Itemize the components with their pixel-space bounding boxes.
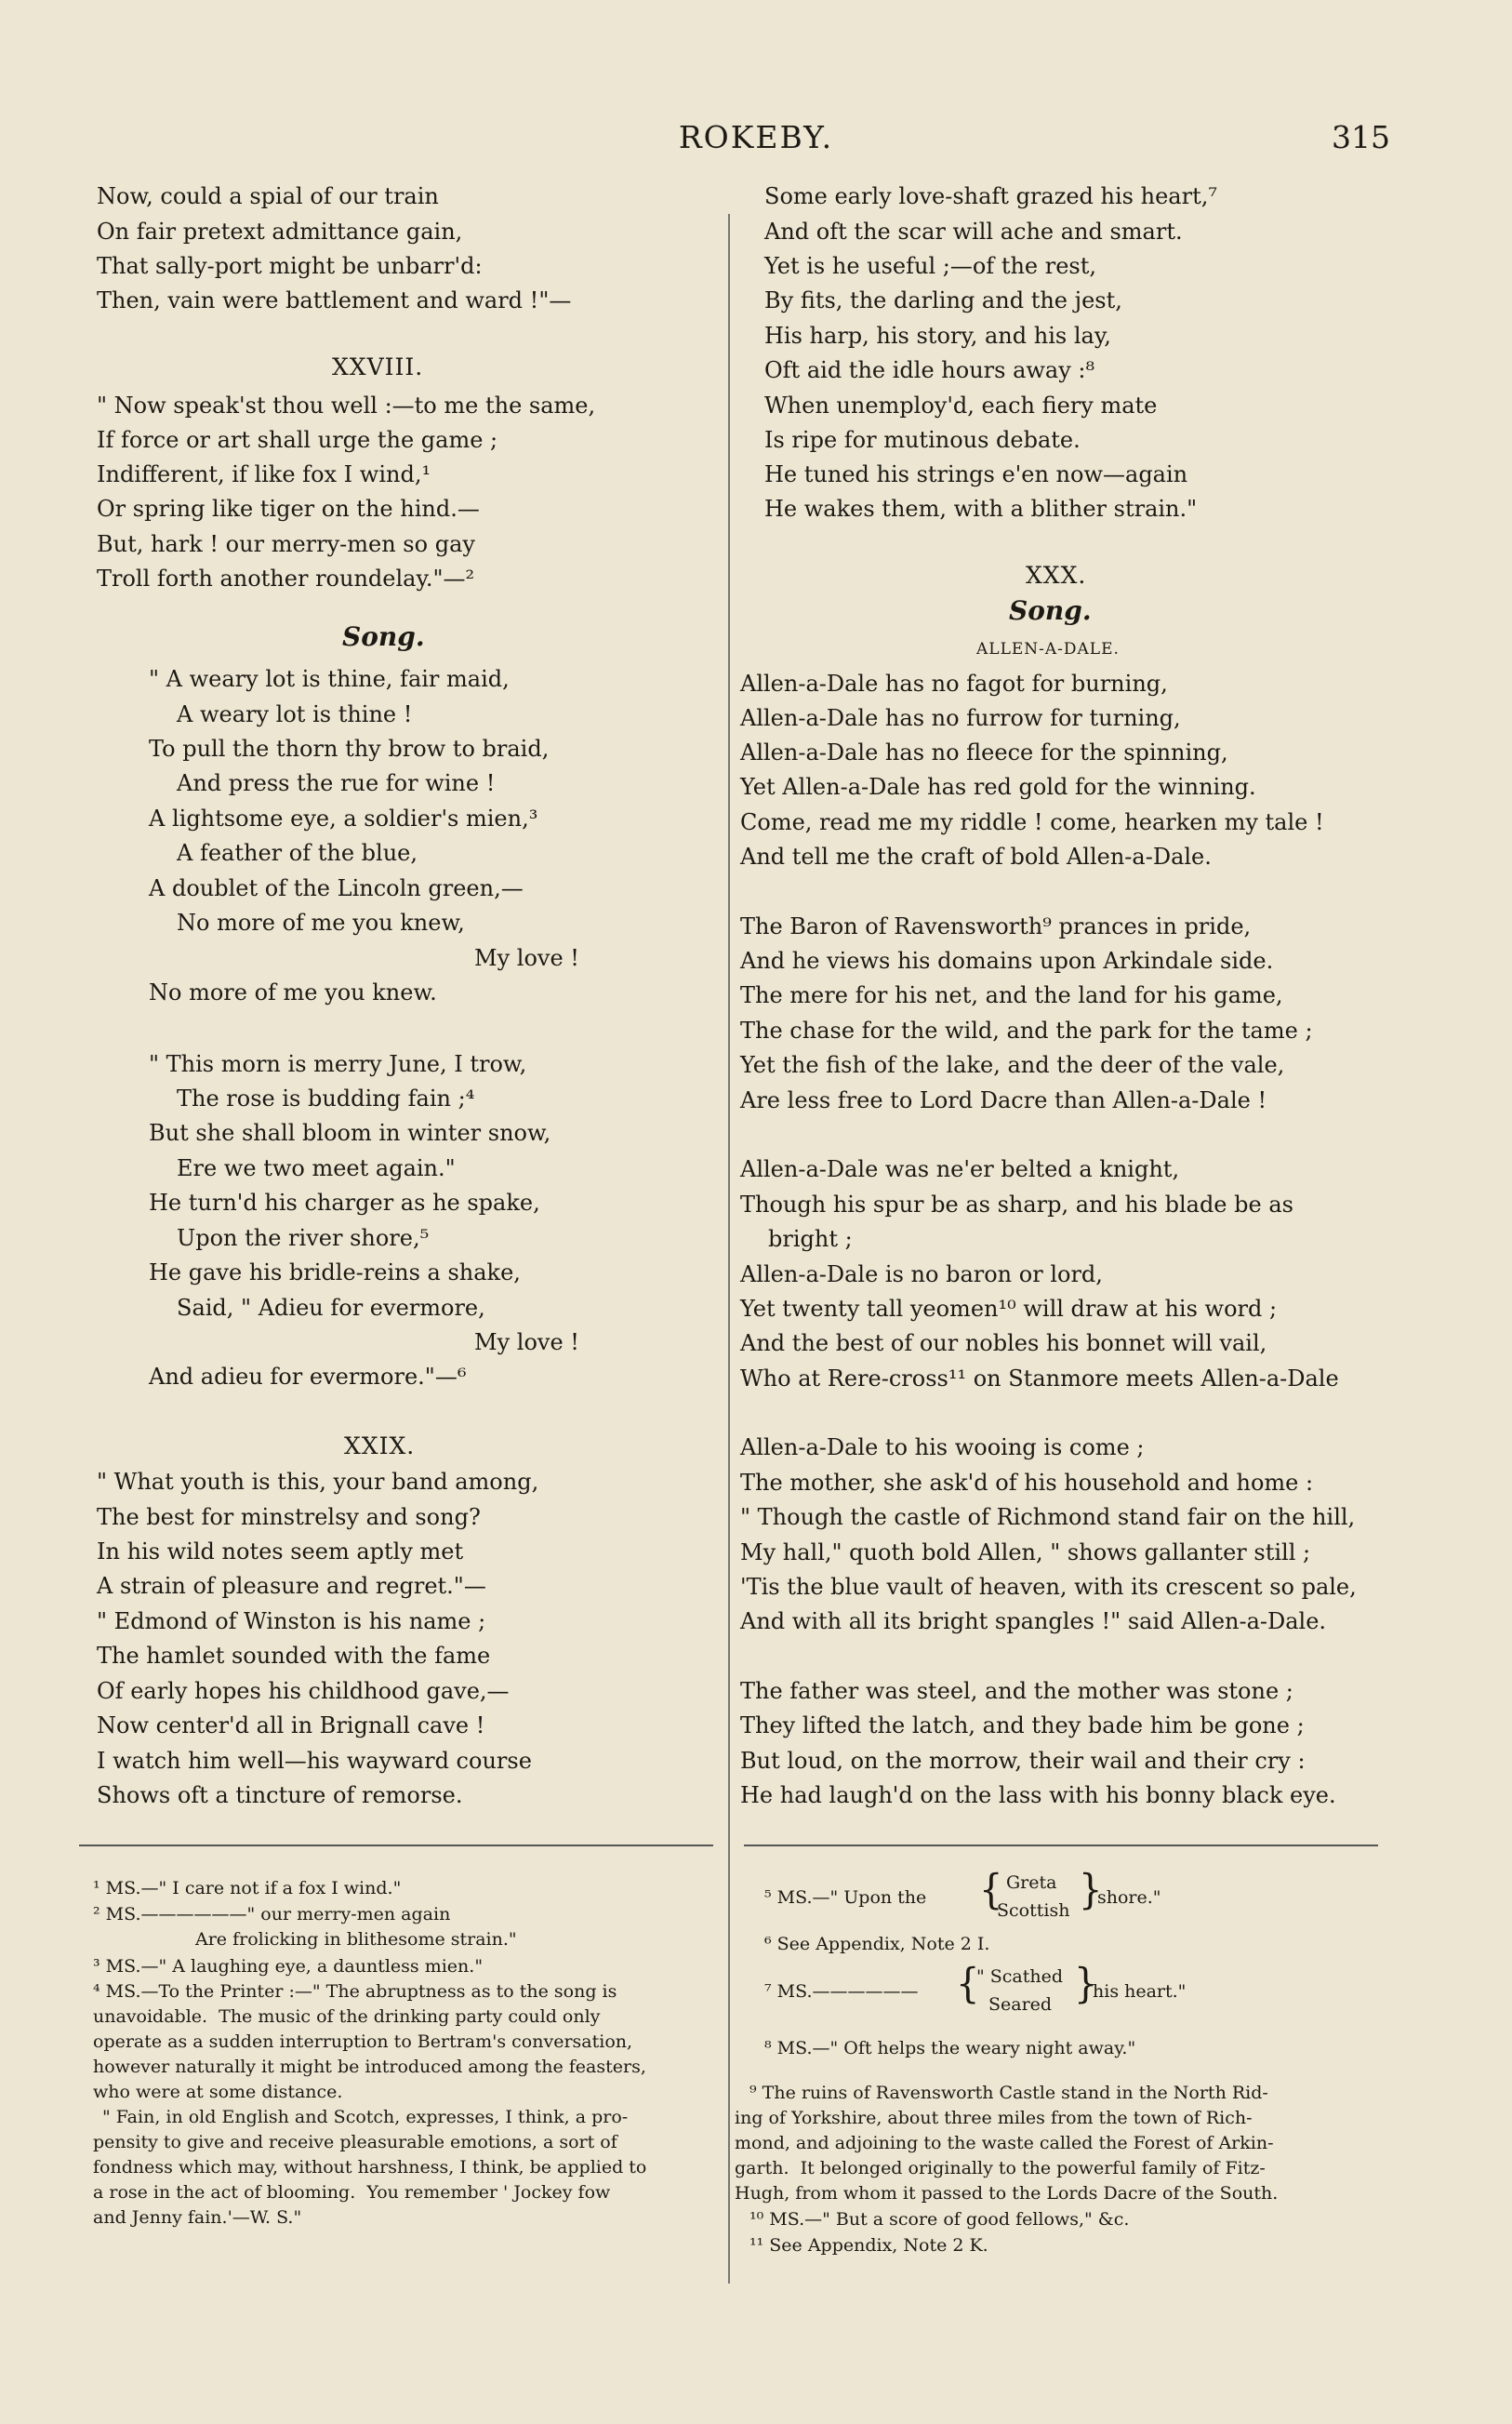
verse-line: Then, vain were battlement and ward !"— [97, 287, 572, 313]
verse-line: Troll forth another roundelay."—² [97, 566, 475, 592]
verse-line: Who at Rere-cross¹¹ on Stanmore meets Allen-a-Dale [740, 1365, 1339, 1392]
verse-line: Ere we two meet again." [177, 1155, 456, 1181]
verse-line: Allen-a-Dale has no fagot for burning, [740, 671, 1168, 697]
verse-line: And press the rue for wine ! [177, 770, 496, 796]
footnote-8: ⁸ MS.—" Oft helps the weary night away." [764, 2038, 1136, 2058]
verse-line: His harp, his story, and his lay, [764, 323, 1111, 349]
verse-line: He tuned his strings e'en now—again [764, 461, 1188, 487]
verse-line: He turn'd his charger as he spake, [149, 1190, 540, 1216]
verse-line: No more of me you knew, [177, 910, 465, 936]
verse-line: A strain of pleasure and regret."— [97, 1573, 486, 1599]
verse-line: But she shall bloom in winter snow, [149, 1120, 551, 1146]
verse-line: Yet Allen-a-Dale has red gold for the winning. [740, 774, 1256, 800]
canto-heading-xxx: XXX. [1026, 562, 1087, 589]
verse-line: bright ; [768, 1226, 853, 1252]
verse-line: To pull the thorn thy brow to braid, [149, 736, 550, 762]
verse-line: " A weary lot is thine, fair maid, [149, 666, 510, 692]
footnote-11: ¹¹ See Appendix, Note 2 K. [749, 2235, 988, 2256]
verse-line: And the best of our nobles his bonnet will vail, [740, 1330, 1267, 1356]
footnote-5-variant-a: Greta [1006, 1872, 1057, 1893]
verse-line: And adieu for evermore."—⁶ [149, 1364, 467, 1390]
footnote-6: ⁶ See Appendix, Note 2 I. [764, 1934, 990, 1954]
footnote-3: ³ MS.—" A laughing eye, a dauntless mien." [93, 1956, 484, 1977]
footnote-1: ¹ MS.—" I care not if a fox I wind." [93, 1878, 402, 1898]
verse-line: My hall," quoth bold Allen, " shows gallanter still ; [740, 1539, 1311, 1565]
verse-line: The hamlet sounded with the fame [97, 1643, 491, 1669]
verse-line: My love ! [474, 1329, 579, 1355]
footnote-4-cont: pensity to give and receive pleasurable emotions, a sort of [93, 2132, 617, 2152]
footnote-5: ⁵ MS.—" Upon the [764, 1887, 927, 1908]
footnote-7-variant-b: Seared [988, 1994, 1053, 2015]
verse-line: Or spring like tiger on the hind.— [97, 496, 480, 522]
verse-line: " This morn is merry June, I trow, [149, 1051, 527, 1077]
verse-line: But loud, on the morrow, their wail and their cry : [740, 1748, 1306, 1774]
verse-line: Come, read me my riddle ! come, hearken my tale ! [740, 809, 1324, 835]
verse-line: Said, " Adieu for evermore, [177, 1295, 485, 1321]
verse-line: The mere for his net, and the land for his game, [740, 982, 1283, 1008]
verse-line: The chase for the wild, and the park for the tame ; [740, 1018, 1313, 1044]
footnote-4: ⁴ MS.—To the Printer :—" The abruptness as to the song is [93, 1981, 617, 2002]
footnote-7-variant-a: " Scathed [976, 1966, 1064, 1987]
verse-line: Though his spur be as sharp, and his blade be as [740, 1192, 1293, 1218]
verse-line: Oft aid the idle hours away :⁸ [764, 357, 1095, 383]
footnote-9: ⁹ The ruins of Ravensworth Castle stand in the North Rid- [749, 2083, 1268, 2103]
canto-heading-xxix: XXIX. [344, 1432, 416, 1459]
verse-line: " Edmond of Winston is his name ; [97, 1608, 486, 1634]
verse-line: Are less free to Lord Dacre than Allen-a-Dale ! [740, 1087, 1267, 1113]
footnote-4-cont: a rose in the act of blooming. You remember ' Jockey fow [93, 2182, 611, 2203]
verse-line: Now center'd all in Brignall cave ! [97, 1712, 485, 1738]
footnote-5-end: shore." [1097, 1887, 1161, 1908]
verse-line: The best for minstrelsy and song? [97, 1504, 481, 1530]
footnote-4-cont: however naturally it might be introduced among the feasters, [93, 2057, 646, 2077]
verse-line: Some early love-shaft grazed his heart,⁷ [764, 183, 1217, 209]
verse-line: Yet the fish of the lake, and the deer of the vale, [740, 1052, 1285, 1078]
song-title: ALLEN-A-DALE. [976, 640, 1120, 659]
verse-line: Allen-a-Dale was ne'er belted a knight, [740, 1156, 1180, 1182]
verse-line: " Though the castle of Richmond stand fair on the hill, [740, 1504, 1356, 1530]
verse-line: " Now speak'st thou well :—to me the same, [97, 393, 596, 419]
verse-line: Of early hopes his childhood gave,— [97, 1678, 510, 1704]
verse-line: By fits, the darling and the jest, [764, 287, 1122, 313]
verse-line: Now, could a spial of our train [97, 183, 439, 209]
verse-line: The mother, she ask'd of his household and home : [740, 1470, 1314, 1496]
verse-line: 'Tis the blue vault of heaven, with its crescent so pale, [740, 1574, 1357, 1600]
footnote-5-variant-b: Scottish [997, 1900, 1070, 1921]
footnote-10: ¹⁰ MS.—" But a score of good fellows," &c. [749, 2209, 1130, 2230]
song-heading: Song. [1009, 595, 1092, 626]
verse-line: That sally-port might be unbarr'd: [97, 253, 483, 279]
verse-line: A lightsome eye, a soldier's mien,³ [149, 806, 538, 832]
footnote-rule-left [79, 1845, 713, 1846]
footnote-9-cont: Hugh, from whom it passed to the Lords Dacre of the South. [735, 2183, 1279, 2204]
verse-line: Is ripe for mutinous debate. [764, 427, 1081, 453]
verse-line: Yet twenty tall yeomen¹⁰ will draw at his word ; [740, 1296, 1278, 1322]
footnote-2: ² MS.——————" our merry-men again [93, 1904, 451, 1925]
footnote-2-cont: Are frolicking in blithesome strain." [195, 1929, 517, 1950]
footnote-4-cont: " Fain, in old English and Scotch, expresses, I think, a pro- [102, 2107, 629, 2127]
footnote-9-cont: garth. It belonged originally to the powerful family of Fitz- [735, 2158, 1266, 2178]
verse-line: He gave his bridle-reins a shake, [149, 1259, 521, 1285]
verse-line: I watch him well—his wayward course [97, 1748, 532, 1774]
verse-line: Indifferent, if like fox I wind,¹ [97, 461, 431, 487]
song-heading: Song. [342, 621, 425, 652]
footnote-4-cont: operate as a sudden interruption to Bertram's conversation, [93, 2031, 633, 2052]
footnote-4-cont: and Jenny fain.'—W. S." [93, 2207, 302, 2228]
page-number: 315 [1332, 119, 1390, 155]
footnote-4-cont: fondness which may, without harshness, I think, be applied to [93, 2157, 647, 2178]
brace-open: { [979, 1866, 1003, 1914]
verse-line: They lifted the latch, and they bade him be gone ; [740, 1712, 1305, 1738]
verse-line: Allen-a-Dale to his wooing is come ; [740, 1434, 1145, 1460]
verse-line: No more of me you knew. [149, 979, 437, 1006]
footnote-4-cont: who were at some distance. [93, 2082, 343, 2102]
verse-line: The father was steel, and the mother was stone ; [740, 1678, 1293, 1704]
footnote-9-cont: mond, and adjoining to the waste called the Forest of Arkin- [735, 2133, 1274, 2153]
verse-line: The Baron of Ravensworth⁹ prances in pride, [740, 913, 1252, 939]
running-title: ROKEBY. [678, 119, 834, 155]
verse-line: A weary lot is thine ! [177, 701, 413, 727]
verse-line: If force or art shall urge the game ; [97, 427, 498, 453]
verse-line: And oft the scar will ache and smart. [764, 219, 1183, 245]
verse-line: And tell me the craft of bold Allen-a-Dale. [740, 844, 1212, 870]
footnote-9-cont: ing of Yorkshire, about three miles from the town of Rich- [735, 2108, 1253, 2128]
verse-line: He had laugh'd on the lass with his bonny black eye. [740, 1782, 1336, 1808]
brace-close: } [1074, 1960, 1098, 2008]
verse-line: Allen-a-Dale has no furrow for turning, [740, 705, 1181, 731]
verse-line: My love ! [474, 945, 579, 971]
verse-line: But, hark ! our merry-men so gay [97, 531, 475, 557]
verse-line: And he views his domains upon Arkindale side. [740, 948, 1274, 974]
footnote-7-end: his heart." [1093, 1981, 1187, 2002]
footnote-rule-right [744, 1845, 1378, 1846]
brace-open: { [956, 1960, 980, 2008]
verse-line: And with all its bright spangles !" said Allen-a-Dale. [740, 1608, 1327, 1634]
column-divider [728, 214, 730, 2284]
verse-line: A doublet of the Lincoln green,— [149, 875, 524, 901]
verse-line: Yet is he useful ;—of the rest, [764, 253, 1097, 279]
verse-line: Allen-a-Dale is no baron or lord, [740, 1261, 1103, 1287]
verse-line: He wakes them, with a blither strain." [764, 496, 1198, 522]
verse-line: When unemploy'd, each fiery mate [764, 393, 1158, 419]
verse-line: Upon the river shore,⁵ [177, 1225, 430, 1251]
verse-line: Allen-a-Dale has no fleece for the spinning, [740, 739, 1228, 766]
verse-line: Shows oft a tincture of remorse. [97, 1782, 463, 1808]
verse-line: A feather of the blue, [177, 840, 418, 866]
verse-line: " What youth is this, your band among, [97, 1469, 539, 1495]
verse-line: On fair pretext admittance gain, [97, 219, 463, 245]
brace-close: } [1079, 1866, 1103, 1914]
footnote-7: ⁷ MS.—————— [764, 1981, 919, 2002]
canto-heading-xxviii: XXVIII. [332, 353, 424, 380]
footnote-4-cont: unavoidable. The music of the drinking party could only [93, 2006, 601, 2027]
verse-line: The rose is budding fain ;⁴ [177, 1085, 475, 1112]
verse-line: In his wild notes seem aptly met [97, 1538, 464, 1565]
